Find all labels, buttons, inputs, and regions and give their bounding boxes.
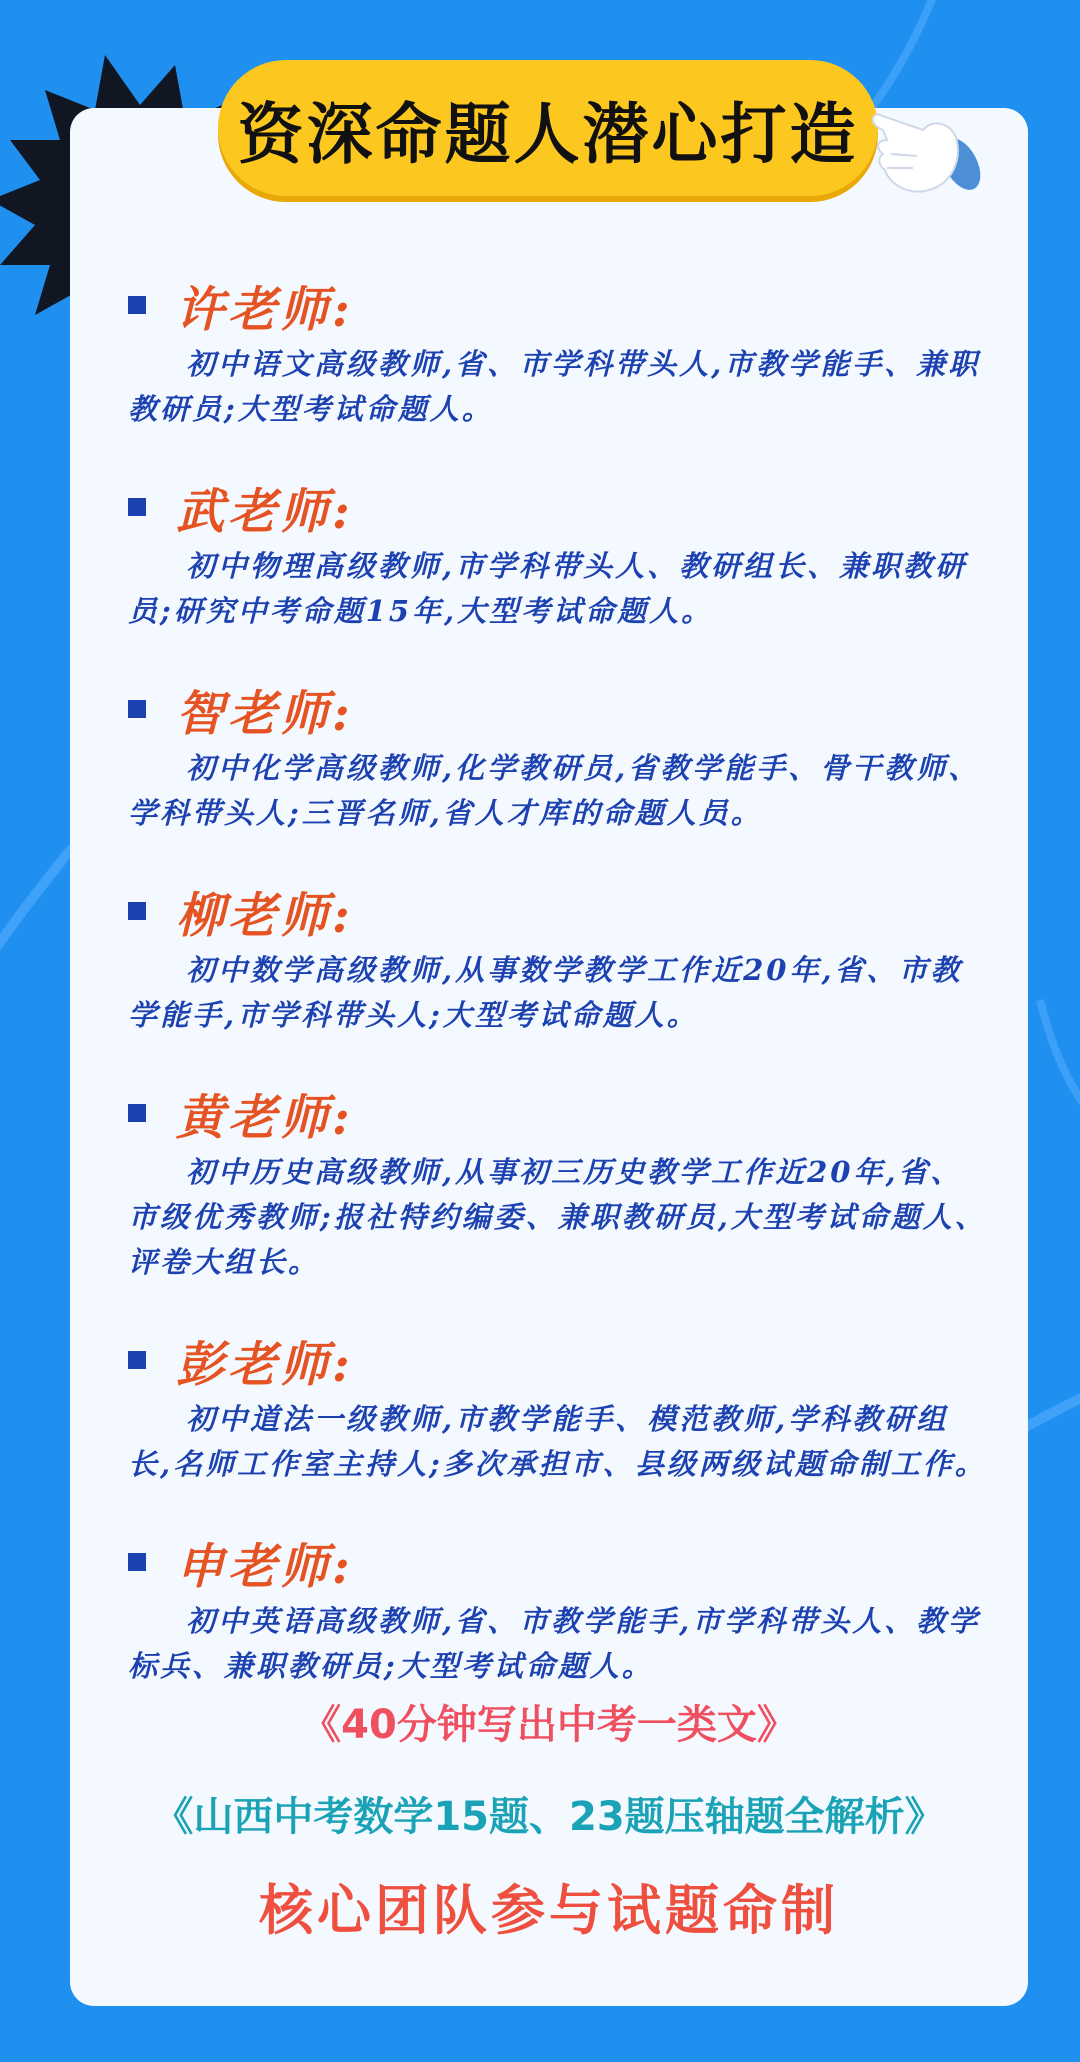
teacher-name: 许老师:: [176, 281, 354, 338]
teacher-description: 初中历史高级教师,从事初三历史教学工作近20年,省、市级优秀教师;报社特约编委、兼职教研员,大型考试命题人、评卷大组长。: [128, 1155, 987, 1279]
teacher-entry: [128, 674, 988, 836]
teacher-header: [128, 1527, 988, 1597]
teacher-header: [128, 270, 988, 340]
title-banner: [218, 60, 878, 196]
teacher-name: 黄老师:: [176, 1089, 354, 1146]
teacher-description: 初中语文高级教师,省、市学科带头人,市教学能手、兼职教研员;大型考试命题人。: [128, 347, 981, 426]
square-bullet-icon: [128, 1553, 146, 1571]
teacher-header: [128, 674, 988, 744]
square-bullet-icon: [128, 1104, 146, 1122]
book-title-math: 《山西中考数学15题、23题压轴题全解析》: [153, 1794, 945, 1840]
teacher-header: [128, 876, 988, 946]
teacher-name: 武老师:: [176, 483, 354, 540]
square-bullet-icon: [128, 1351, 146, 1369]
square-bullet-icon: [128, 498, 146, 516]
square-bullet-icon: [128, 296, 146, 314]
book-title-essay: 《40分钟写出中考一类文》: [301, 1702, 797, 1748]
pointing-hand-icon: [865, 88, 985, 216]
teacher-header: [128, 472, 988, 542]
teacher-entry: [128, 1325, 988, 1487]
teacher-description: 初中物理高级教师,市学科带头人、教研组长、兼职教研员;研究中考命题15年,大型考试命题人。: [128, 549, 968, 628]
footer-section: [70, 1695, 1028, 1949]
teacher-name: 柳老师:: [176, 887, 354, 944]
teacher-entry: [128, 270, 988, 432]
teacher-name: 彭老师:: [176, 1336, 354, 1393]
teacher-description: 初中化学高级教师,化学教研员,省教学能手、骨干教师、学科带头人;三晋名师,省人才库的命题人员。: [128, 751, 981, 830]
teacher-list: [128, 270, 988, 1729]
teacher-entry: [128, 472, 988, 634]
page-title: 资深命题人潜心打造: [237, 95, 859, 173]
teacher-description: 初中英语高级教师,省、市教学能手,市学科带头人、教学标兵、兼职教研员;大型考试命题人。: [128, 1604, 981, 1683]
teacher-description: 初中道法一级教师,市教学能手、模范教师,学科教研组长,名师工作室主持人;多次承担市、县级两级试题命制工作。: [128, 1402, 987, 1481]
teacher-header: [128, 1325, 988, 1395]
teacher-name: 申老师:: [176, 1538, 354, 1595]
square-bullet-icon: [128, 700, 146, 718]
teacher-name: 智老师:: [176, 685, 354, 742]
square-bullet-icon: [128, 902, 146, 920]
teacher-entry: [128, 876, 988, 1038]
teacher-description: 初中数学高级教师,从事数学教学工作近20年,省、市教学能手,市学科带头人;大型考试命题人。: [128, 953, 963, 1032]
teacher-entry: [128, 1527, 988, 1689]
footer-slogan: 核心团队参与试题命制: [259, 1879, 839, 1942]
teacher-header: [128, 1078, 988, 1148]
teacher-entry: [128, 1078, 988, 1285]
